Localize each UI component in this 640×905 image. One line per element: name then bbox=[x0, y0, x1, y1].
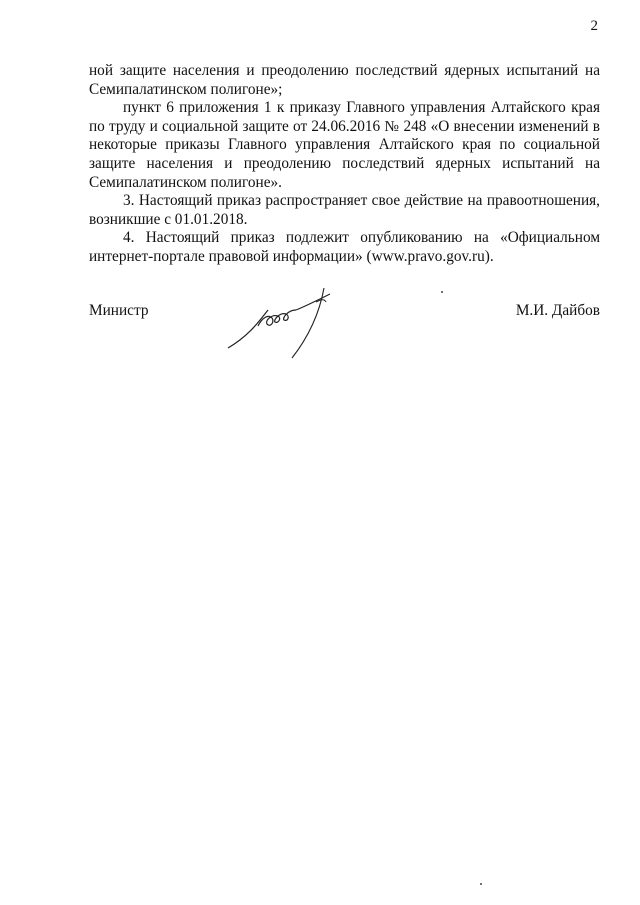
document-body bbox=[89, 62, 600, 267]
paragraph: 3. Настоящий приказ распространяет свое действие на правоотношения, возникшие с 01.01.2018. bbox=[89, 192, 600, 228]
handwritten-signature bbox=[220, 280, 350, 360]
paragraph: ной защите населения и преодолению последствий ядерных испытаний на Семипалатинском полигоне»; bbox=[89, 62, 600, 98]
paragraph: 4. Настоящий приказ подлежит опубликованию на «Официальном интернет-портале правовой информации» (www.pravo.gov.ru). bbox=[89, 229, 600, 265]
scan-speck bbox=[441, 291, 443, 293]
page-number: 2 bbox=[590, 18, 598, 34]
scan-speck bbox=[480, 883, 482, 885]
signatory-title: Министр bbox=[89, 302, 149, 319]
signatory-name: М.И. Дайбов bbox=[515, 302, 600, 319]
paragraph: пункт 6 приложения 1 к приказу Главного управления Алтайского края по труду и социальной защите от 24.06.2016 № 248 «О внесении изменений в некоторые приказы Главного управления Алтайского края по социальной защите населения и преодолению последствий ядерных испытаний на Семипалатинском полигоне». bbox=[89, 99, 600, 191]
